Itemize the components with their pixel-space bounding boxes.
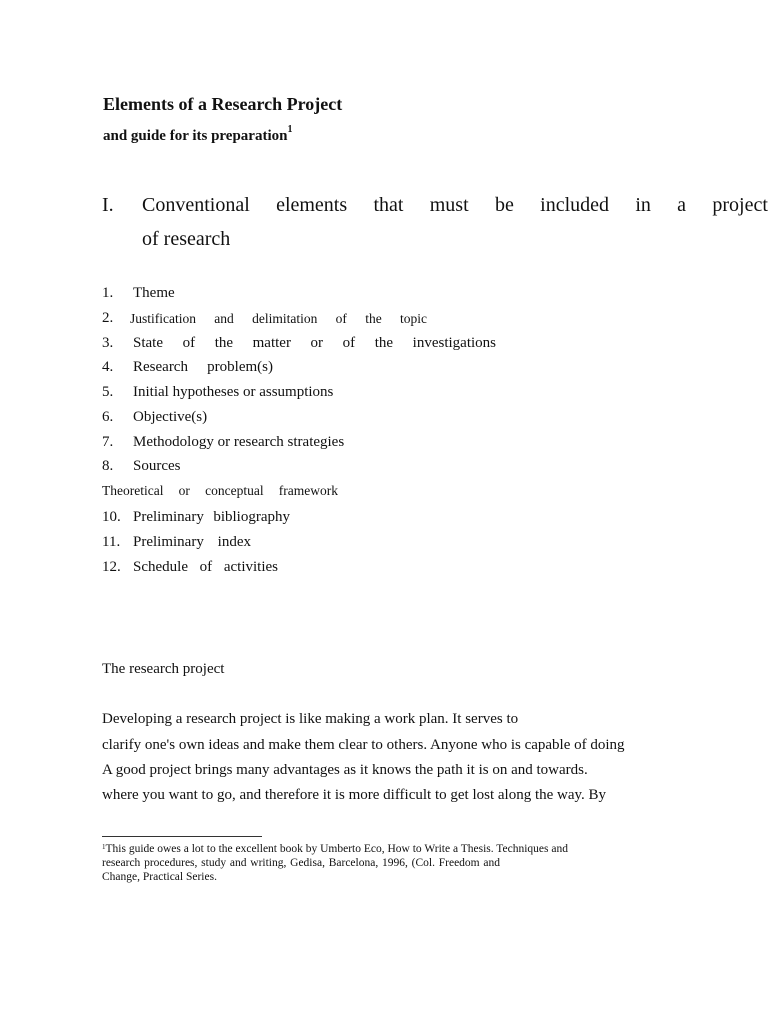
list-item-text: Theme	[133, 285, 175, 301]
section-numeral: I.	[102, 194, 114, 216]
list-item-number: 12.	[102, 559, 121, 575]
document-title: Elements of a Research Project	[103, 94, 343, 114]
paragraph-line: clarify one's own ideas and make them clear to others. Anyone who is capable of doing	[102, 737, 625, 753]
footnote-marker: 1	[102, 843, 106, 851]
list-item-text: Preliminary bibliography	[133, 509, 290, 525]
document-subtitle	[103, 124, 293, 145]
list-item-number: 2.	[102, 310, 114, 326]
heading-word: that	[373, 194, 404, 216]
footnote-line	[102, 843, 568, 855]
list-item-number: 6.	[102, 409, 114, 425]
body-subheading: The research project	[102, 661, 225, 677]
section-heading-line-1	[142, 194, 768, 217]
heading-word: a	[677, 194, 687, 216]
heading-word: Conventional	[142, 194, 250, 216]
list-item-number: 5.	[102, 384, 114, 400]
footnote-reference: 1	[287, 124, 293, 135]
list-item-text: Theoretical or conceptual framework	[102, 483, 338, 498]
paragraph-line: where you want to go, and therefore it is more difficult to get lost along the way. By	[102, 787, 607, 803]
list-item-number: 7.	[102, 434, 114, 450]
footnote-line: research procedures, study and writing, Gedisa, Barcelona, 1996, (Col. Freedom and	[102, 857, 500, 869]
footnote-line: Change, Practical Series.	[102, 871, 217, 883]
paragraph-line: Developing a research project is like making a work plan. It serves to	[102, 711, 519, 727]
heading-word: elements	[276, 194, 348, 216]
heading-word: in	[635, 194, 651, 216]
list-item-number: 4.	[102, 359, 114, 375]
subtitle-text: and guide for its preparation	[103, 128, 288, 144]
list-item-text: Preliminary index	[133, 534, 251, 550]
list-item-text: Methodology or research strategies	[133, 434, 345, 450]
footnote-text: This guide owes a lot to the excellent book by Umberto Eco, How to Write a Thesis. Techniques and	[105, 843, 568, 855]
section-heading-line-2: of research	[142, 228, 231, 250]
list-item-text: Sources	[133, 458, 181, 474]
list-item-number: 10.	[102, 509, 121, 525]
list-item-text: Research problem(s)	[133, 359, 273, 375]
heading-word: must	[429, 194, 469, 216]
heading-word: included	[540, 194, 610, 216]
list-item-text: Initial hypotheses or assumptions	[133, 384, 334, 400]
list-item-text: Objective(s)	[133, 409, 208, 425]
list-item-text: State of the matter or of the investigations	[133, 335, 496, 351]
list-item-number: 1.	[102, 285, 114, 301]
heading-word: be	[494, 194, 514, 216]
list-item-number: 8.	[102, 458, 114, 474]
paragraph-line: A good project brings many advantages as it knows the path it is on and towards.	[102, 762, 588, 778]
list-item-text: Justification and delimitation of the topic	[130, 311, 427, 326]
footnote-separator	[102, 836, 262, 837]
list-item-number: 11.	[102, 534, 121, 550]
list-item-number: 3.	[102, 335, 114, 351]
list-item-text: Schedule of activities	[133, 559, 278, 575]
heading-word: project	[712, 194, 768, 216]
